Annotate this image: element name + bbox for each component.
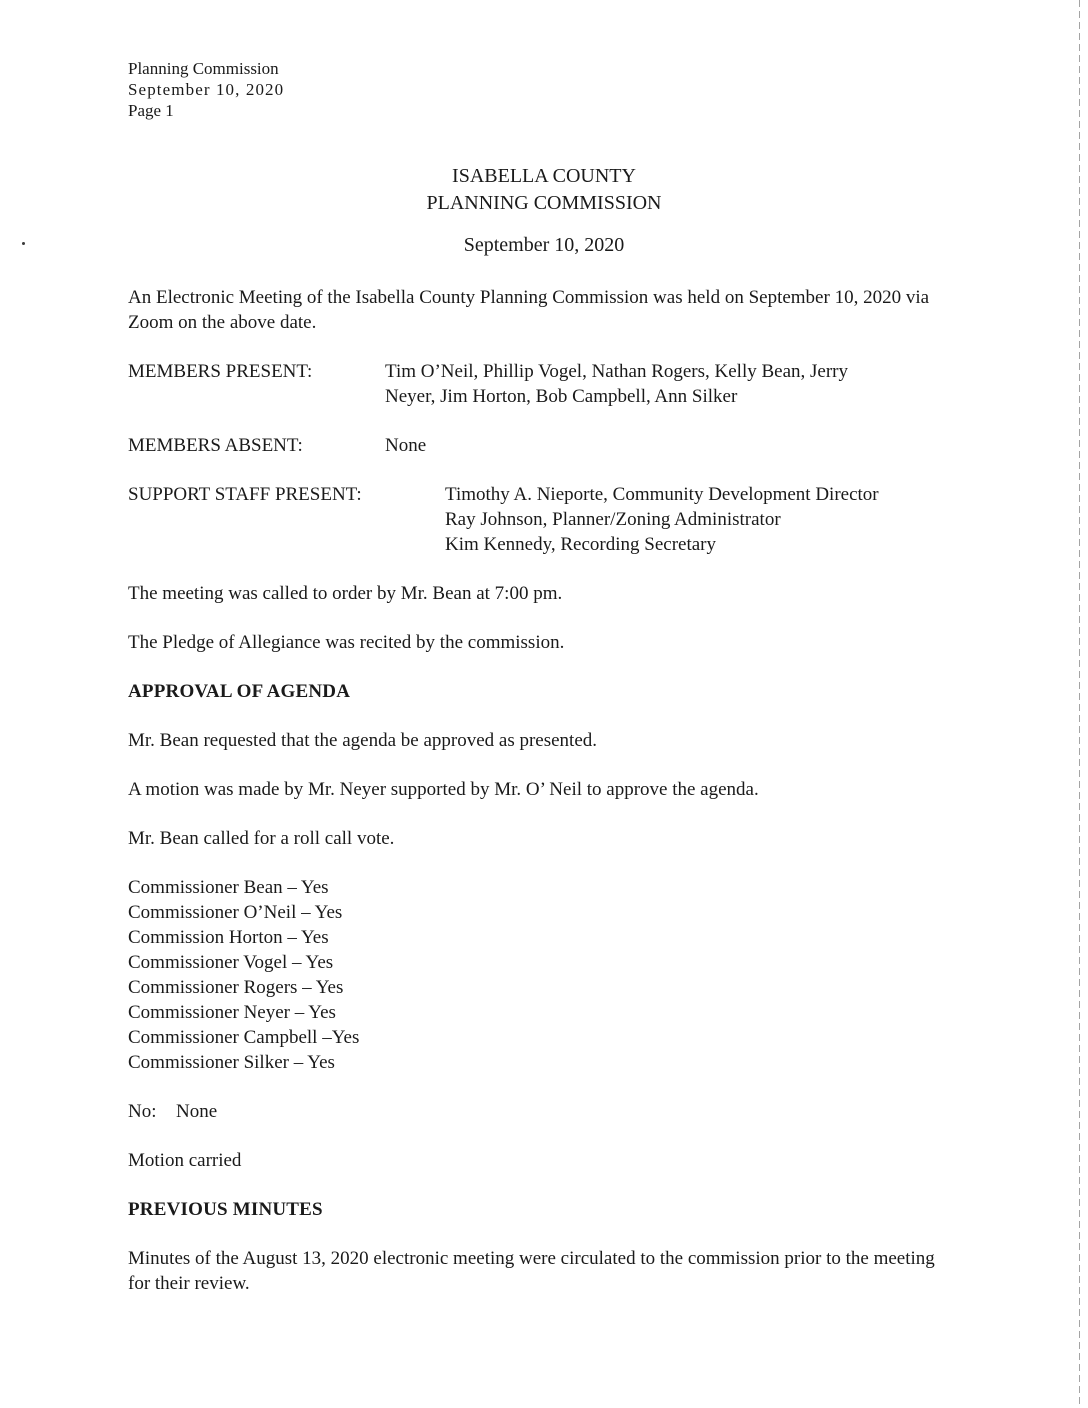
agenda-requested-paragraph: Mr. Bean requested that the agenda be approved as presented.	[128, 730, 598, 751]
header-organization: Planning Commission	[128, 59, 279, 78]
roll-call-item: Commissioner O’Neil – Yes	[128, 902, 343, 923]
members-absent-value: None	[385, 435, 427, 456]
document-body	[128, 285, 948, 1296]
header-page-number: Page 1	[128, 101, 174, 120]
meeting-date: September 10, 2020	[463, 234, 625, 256]
support-staff-line-3: Kim Kennedy, Recording Secretary	[445, 534, 717, 555]
members-present-row	[128, 359, 948, 409]
support-staff-line-2: Ray Johnson, Planner/Zoning Administrator	[445, 509, 781, 530]
members-present-line-1: Tim O’Neil, Phillip Vogel, Nathan Rogers, Kelly Bean, Jerry	[385, 361, 849, 382]
no-votes-label: No:	[128, 1101, 157, 1122]
members-present-line-2: Neyer, Jim Horton, Bob Campbell, Ann Silker	[385, 386, 738, 407]
intro-paragraph: An Electronic Meeting of the Isabella County Planning Commission was held on September 10, 2020 via Zoom on the above date.	[128, 287, 930, 333]
roll-call-item: Commissioner Rogers – Yes	[128, 977, 344, 998]
members-present-label: MEMBERS PRESENT:	[128, 361, 313, 382]
support-staff-row	[128, 482, 948, 557]
no-votes-row	[128, 1099, 948, 1124]
roll-call-item: Commission Horton – Yes	[128, 927, 329, 948]
roll-call-item: Commissioner Silker – Yes	[128, 1052, 335, 1073]
members-present-value	[385, 359, 948, 409]
document-title	[0, 163, 1088, 217]
heading-approval-of-agenda: APPROVAL OF AGENDA	[128, 681, 351, 702]
members-absent-row	[128, 433, 948, 458]
motion-carried-paragraph: Motion carried	[128, 1150, 242, 1171]
title-line-commission: PLANNING COMMISSION	[426, 192, 662, 214]
heading-previous-minutes: PREVIOUS MINUTES	[128, 1199, 323, 1220]
pledge-paragraph: The Pledge of Allegiance was recited by the commission.	[128, 632, 565, 653]
previous-minutes-paragraph: Minutes of the August 13, 2020 electronic meeting were circulated to the commission prior to the meeting for their review.	[128, 1248, 935, 1294]
called-to-order-paragraph: The meeting was called to order by Mr. Bean at 7:00 pm.	[128, 583, 563, 604]
support-staff-value	[445, 482, 948, 557]
roll-call-vote-list	[128, 875, 948, 1075]
roll-call-called-paragraph: Mr. Bean called for a roll call vote.	[128, 828, 395, 849]
no-votes-value: None	[176, 1101, 218, 1122]
roll-call-item: Commissioner Campbell –Yes	[128, 1027, 360, 1048]
support-staff-label: SUPPORT STAFF PRESENT:	[128, 484, 362, 505]
support-staff-line-1: Timothy A. Nieporte, Community Development Director	[445, 484, 879, 505]
roll-call-item: Commissioner Bean – Yes	[128, 877, 329, 898]
title-line-county: ISABELLA COUNTY	[452, 165, 636, 187]
agenda-motion-paragraph: A motion was made by Mr. Neyer supported by Mr. O’ Neil to approve the agenda.	[128, 779, 759, 800]
roll-call-item: Commissioner Neyer – Yes	[128, 1002, 336, 1023]
page-header	[128, 58, 284, 121]
header-date: September 10, 2020	[128, 80, 285, 99]
members-absent-label: MEMBERS ABSENT:	[128, 435, 303, 456]
roll-call-item: Commissioner Vogel – Yes	[128, 952, 334, 973]
